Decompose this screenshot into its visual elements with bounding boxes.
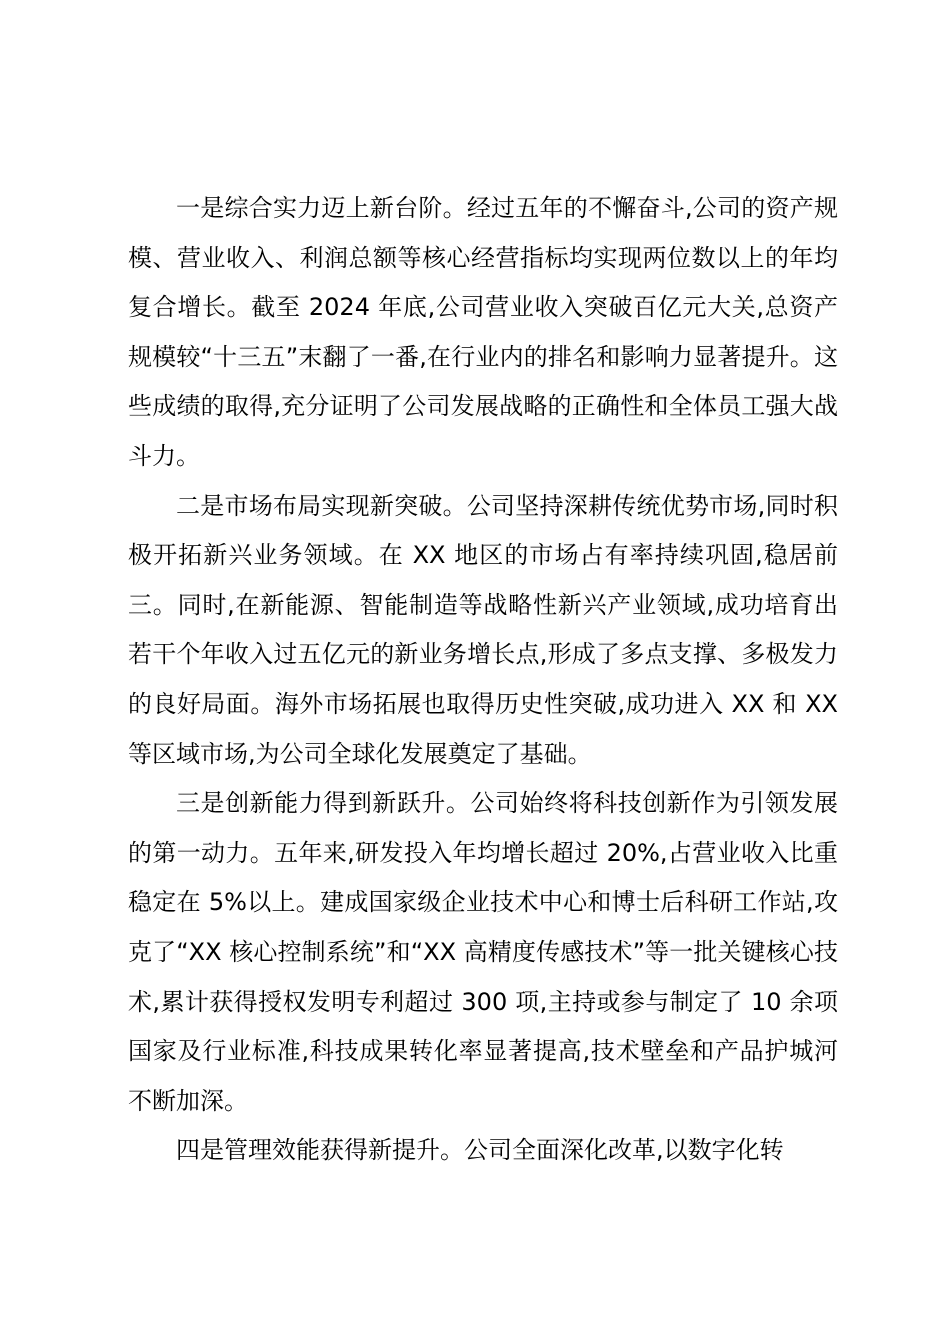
paragraph-3: 三是创新能力得到新跃升。公司始终将科技创新作为引领发展的第一动力。五年来,研发投入年均增长超过 20%,占营业收入比重稳定在 5%以上。建成国家级企业技术中心和博士后科研工作站,攻克了“XX 核心控制系统”和“XX 高精度传感技术”等一批关键核心技术,累计获得授权发明专利超过 300 项,主持或参与制定了 10 余项国家及行业标准,科技成果转化率显著提高,技术壁垒和产品护城河不断加深。 xyxy=(128,789,838,1115)
paragraph-4: 四是管理效能获得新提升。公司全面深化改革,以数字化转 xyxy=(176,1136,784,1165)
document-body xyxy=(128,184,838,1176)
paragraph-2: 二是市场布局实现新突破。公司坚持深耕传统优势市场,同时积极开拓新兴业务领域。在 XX 地区的市场占有率持续巩固,稳居前三。同时,在新能源、智能制造等战略性新兴产业领域,成功培育出若干个年收入过五亿元的新业务增长点,形成了多点支撑、多极发力的良好局面。海外市场拓展也取得历史性突破,成功进入 XX 和 XX 等区域市场,为公司全球化发展奠定了基础。 xyxy=(128,491,838,768)
paragraph-1: 一是综合实力迈上新台阶。经过五年的不懈奋斗,公司的资产规模、营业收入、利润总额等核心经营指标均实现两位数以上的年均复合增长。截至 2024 年底,公司营业收入突破百亿元大关,总资产规模较“十三五”末翻了一番,在行业内的排名和影响力显著提升。这些成绩的取得,充分证明了公司发展战略的正确性和全体员工强大战斗力。 xyxy=(128,194,838,470)
